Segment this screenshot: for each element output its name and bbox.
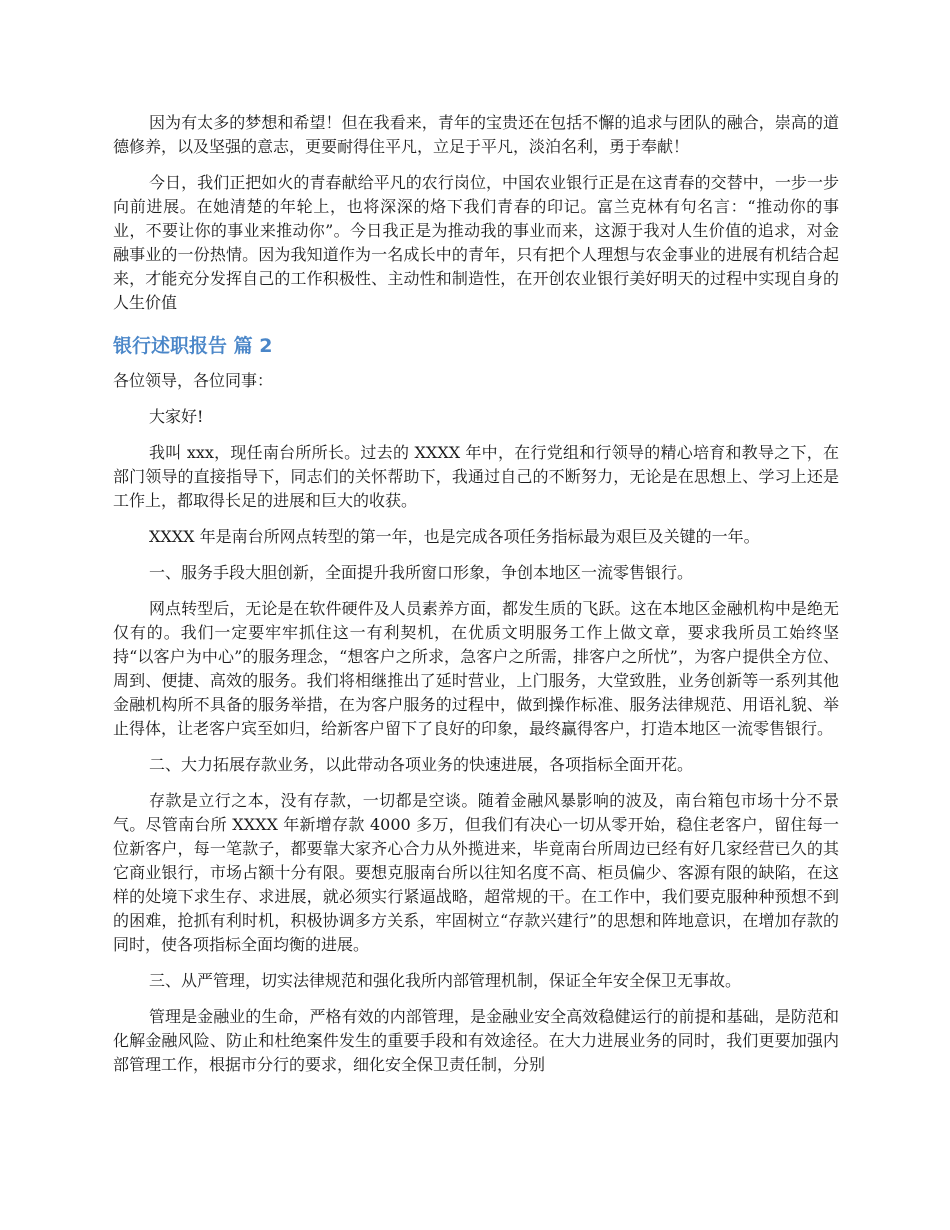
document-page [113, 111, 839, 1089]
greeting: 大家好! [149, 407, 204, 426]
intro-paragraph-1: 因为有太多的梦想和希望！但在我看来，青年的宝贵还在包括不懈的追求与团队的融合，崇高的道德修养，以及坚强的意志，更要耐得住平凡，立足于平凡，淡泊名利，勇于奉献！ [113, 113, 839, 156]
subheading-1: 一、服务手段大胆创新，全面提升我所窗口形象，争创本地区一流零售银行。 [149, 563, 694, 582]
intro-paragraph-2: 今日，我们正把如火的青春献给平凡的农行岗位，中国农业银行正是在这青春的交替中，一步一步向前进展。在她清楚的年轮上，也将深深的烙下我们青春的印记。富兰克林有句名言：“推动你的事业，不要让你的事业来推动你”。今日我正是为推动我的事业而来，这源于我对人生价值的追求，对金融事业的一份热情。因为我知道作为一名成长中的青年，只有把个人理想与农金事业的进展有机结合起来，才能充分发挥自己的工作积极性、主动性和制造性，在开创农业银行美好明天的过程中实现自身的人生价值 [113, 173, 839, 312]
subheading-3: 三、从严管理，切实法律规范和强化我所内部管理机制，保证全年安全保卫无事故。 [149, 971, 742, 990]
salutation: 各位领导，各位同事： [113, 371, 274, 390]
body-paragraph-3: 网点转型后，无论是在软件硬件及人员素养方面，都发生质的飞跃。这在本地区金融机构中是绝无仅有的。我们一定要牢牢抓住这一有利契机，在优质文明服务工作上做文章，要求我所员工始终坚持“以客户为中心”的服务理念，“想客户之所求，急客户之所需，排客户之所忧”，为客户提供全方位、周到、便捷、高效的服务。我们将相继推出了延时营业，上门服务，大堂致胜，业务创新等一系列其他金融机构所不具备的服务举措，在为客户服务的过程中，做到操作标准、服务法律规范、用语礼貌、举止得体，让老客户宾至如归，给新客户留下了良好的印象，最终赢得客户，打造本地区一流零售银行。 [113, 599, 839, 738]
section-heading: 银行述职报告 篇 2 [113, 335, 273, 357]
body-paragraph-2: XXXX 年是南台所网点转型的第一年，也是完成各项任务指标最为艰巨及关键的一年。 [149, 527, 760, 546]
body-paragraph-5: 管理是金融业的生命，严格有效的内部管理，是金融业安全高效稳健运行的前提和基础，是防范和化解金融风险、防止和杜绝案件发生的重要手段和有效途径。在大力进展业务的同时，我们更要加强内部管理工作，根据市分行的要求，细化安全保卫责任制，分别 [113, 1007, 839, 1074]
subheading-2: 二、大力拓展存款业务，以此带动各项业务的快速进展，各项指标全面开花。 [149, 755, 694, 774]
body-paragraph-4: 存款是立行之本，没有存款，一切都是空谈。随着金融风暴影响的波及，南台箱包市场十分不景气。尽管南台所 XXXX 年新增存款 4000 多万，但我们有决心一切从零开始，稳住老客户，留住每一位新客户，每一笔款子，都要靠大家齐心合力从外揽进来，毕竟南台所周边已经有好几家经营已久的其它商业银行，市场占额十分有限。要想克服南台所以往知名度不高、柜员偏少、客源有限的缺陷，在这样的处境下求生存、求进展，就必须实行紧逼战略，超常规的干。在工作中，我们要克服种种预想不到的困难，抢抓有利时机，积极协调多方关系，牢固树立“存款兴建行”的思想和阵地意识，在增加存款的同时，使各项指标全面均衡的进展。 [113, 791, 839, 954]
body-paragraph-1: 我叫 xxx，现任南台所所长。过去的 XXXX 年中，在行党组和行领导的精心培育和教导之下，在部门领导的直接指导下，同志们的关怀帮助下，我通过自己的不断努力，无论是在思想上、学习上还是工作上，都取得长足的进展和巨大的收获。 [113, 443, 839, 510]
